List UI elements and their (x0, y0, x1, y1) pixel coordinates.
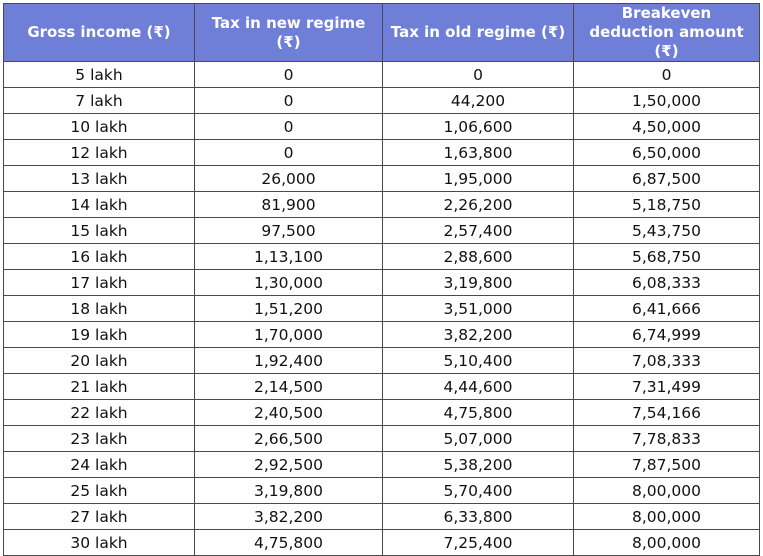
tax-new-regime-cell: 2,66,500 (195, 426, 383, 452)
breakeven-deduction-cell: 5,43,750 (574, 218, 760, 244)
tax-old-regime-cell: 3,19,800 (383, 270, 574, 296)
breakeven-deduction-cell: 5,68,750 (574, 244, 760, 270)
tax-new-regime-cell: 81,900 (195, 192, 383, 218)
breakeven-deduction-cell: 6,87,500 (574, 166, 760, 192)
breakeven-deduction-cell: 7,87,500 (574, 452, 760, 478)
table-header (4, 4, 760, 62)
breakeven-deduction-cell: 4,50,000 (574, 114, 760, 140)
tax-old-regime-cell: 3,51,000 (383, 296, 574, 322)
tax-old-regime-cell: 5,07,000 (383, 426, 574, 452)
gross-income-cell: 22 lakh (4, 400, 195, 426)
table-row (4, 114, 760, 140)
header-tax-old-regime: Tax in old regime (₹) (383, 4, 574, 62)
tax-old-regime-cell: 6,33,800 (383, 504, 574, 530)
gross-income-cell: 16 lakh (4, 244, 195, 270)
table-row (4, 400, 760, 426)
table-row (4, 426, 760, 452)
tax-old-regime-cell: 1,06,600 (383, 114, 574, 140)
tax-old-regime-cell: 4,44,600 (383, 374, 574, 400)
table-row (4, 88, 760, 114)
gross-income-cell: 17 lakh (4, 270, 195, 296)
tax-old-regime-cell: 4,75,800 (383, 400, 574, 426)
gross-income-cell: 24 lakh (4, 452, 195, 478)
tax-old-regime-cell: 1,95,000 (383, 166, 574, 192)
table-row (4, 504, 760, 530)
tax-new-regime-cell: 3,82,200 (195, 504, 383, 530)
breakeven-deduction-cell: 7,31,499 (574, 374, 760, 400)
tax-new-regime-cell: 2,40,500 (195, 400, 383, 426)
tax-new-regime-cell: 1,51,200 (195, 296, 383, 322)
breakeven-deduction-cell: 5,18,750 (574, 192, 760, 218)
table-row (4, 218, 760, 244)
tax-new-regime-cell: 0 (195, 114, 383, 140)
tax-old-regime-cell: 5,38,200 (383, 452, 574, 478)
tax-new-regime-cell: 3,19,800 (195, 478, 383, 504)
gross-income-cell: 10 lakh (4, 114, 195, 140)
gross-income-cell: 21 lakh (4, 374, 195, 400)
breakeven-deduction-cell: 6,41,666 (574, 296, 760, 322)
tax-new-regime-cell: 1,70,000 (195, 322, 383, 348)
breakeven-deduction-cell: 8,00,000 (574, 530, 760, 556)
gross-income-cell: 30 lakh (4, 530, 195, 556)
tax-new-regime-cell: 2,92,500 (195, 452, 383, 478)
gross-income-cell: 12 lakh (4, 140, 195, 166)
gross-income-cell: 18 lakh (4, 296, 195, 322)
table-body (4, 62, 760, 556)
table-row (4, 374, 760, 400)
header-breakeven-deduction: Breakeven deduction amount (₹) (574, 4, 760, 62)
table-row (4, 348, 760, 374)
gross-income-cell: 5 lakh (4, 62, 195, 88)
tax-old-regime-cell: 5,70,400 (383, 478, 574, 504)
table-row (4, 62, 760, 88)
gross-income-cell: 13 lakh (4, 166, 195, 192)
table-row (4, 530, 760, 556)
tax-new-regime-cell: 0 (195, 140, 383, 166)
table-row (4, 322, 760, 348)
breakeven-deduction-cell: 7,54,166 (574, 400, 760, 426)
breakeven-deduction-cell: 0 (574, 62, 760, 88)
tax-comparison-table (3, 3, 760, 556)
header-row (4, 4, 760, 62)
table-row (4, 244, 760, 270)
tax-old-regime-cell: 0 (383, 62, 574, 88)
gross-income-cell: 14 lakh (4, 192, 195, 218)
breakeven-deduction-cell: 7,78,833 (574, 426, 760, 452)
tax-new-regime-cell: 2,14,500 (195, 374, 383, 400)
gross-income-cell: 23 lakh (4, 426, 195, 452)
gross-income-cell: 15 lakh (4, 218, 195, 244)
breakeven-deduction-cell: 6,08,333 (574, 270, 760, 296)
tax-new-regime-cell: 1,13,100 (195, 244, 383, 270)
header-gross-income: Gross income (₹) (4, 4, 195, 62)
breakeven-deduction-cell: 8,00,000 (574, 478, 760, 504)
tax-old-regime-cell: 3,82,200 (383, 322, 574, 348)
table-row (4, 270, 760, 296)
tax-new-regime-cell: 26,000 (195, 166, 383, 192)
gross-income-cell: 20 lakh (4, 348, 195, 374)
tax-new-regime-cell: 1,92,400 (195, 348, 383, 374)
table-row (4, 140, 760, 166)
table-row (4, 478, 760, 504)
table-row (4, 192, 760, 218)
breakeven-deduction-cell: 6,50,000 (574, 140, 760, 166)
tax-new-regime-cell: 0 (195, 62, 383, 88)
table-row (4, 166, 760, 192)
tax-new-regime-cell: 4,75,800 (195, 530, 383, 556)
tax-old-regime-cell: 1,63,800 (383, 140, 574, 166)
tax-old-regime-cell: 44,200 (383, 88, 574, 114)
tax-new-regime-cell: 97,500 (195, 218, 383, 244)
tax-old-regime-cell: 7,25,400 (383, 530, 574, 556)
tax-new-regime-cell: 1,30,000 (195, 270, 383, 296)
breakeven-deduction-cell: 7,08,333 (574, 348, 760, 374)
table-row (4, 296, 760, 322)
gross-income-cell: 25 lakh (4, 478, 195, 504)
breakeven-deduction-cell: 8,00,000 (574, 504, 760, 530)
gross-income-cell: 27 lakh (4, 504, 195, 530)
breakeven-deduction-cell: 6,74,999 (574, 322, 760, 348)
tax-new-regime-cell: 0 (195, 88, 383, 114)
header-tax-new-regime: Tax in new regime (₹) (195, 4, 383, 62)
table-row (4, 452, 760, 478)
tax-comparison-table-container (3, 3, 760, 556)
tax-old-regime-cell: 5,10,400 (383, 348, 574, 374)
tax-old-regime-cell: 2,57,400 (383, 218, 574, 244)
gross-income-cell: 19 lakh (4, 322, 195, 348)
breakeven-deduction-cell: 1,50,000 (574, 88, 760, 114)
tax-old-regime-cell: 2,88,600 (383, 244, 574, 270)
tax-old-regime-cell: 2,26,200 (383, 192, 574, 218)
gross-income-cell: 7 lakh (4, 88, 195, 114)
